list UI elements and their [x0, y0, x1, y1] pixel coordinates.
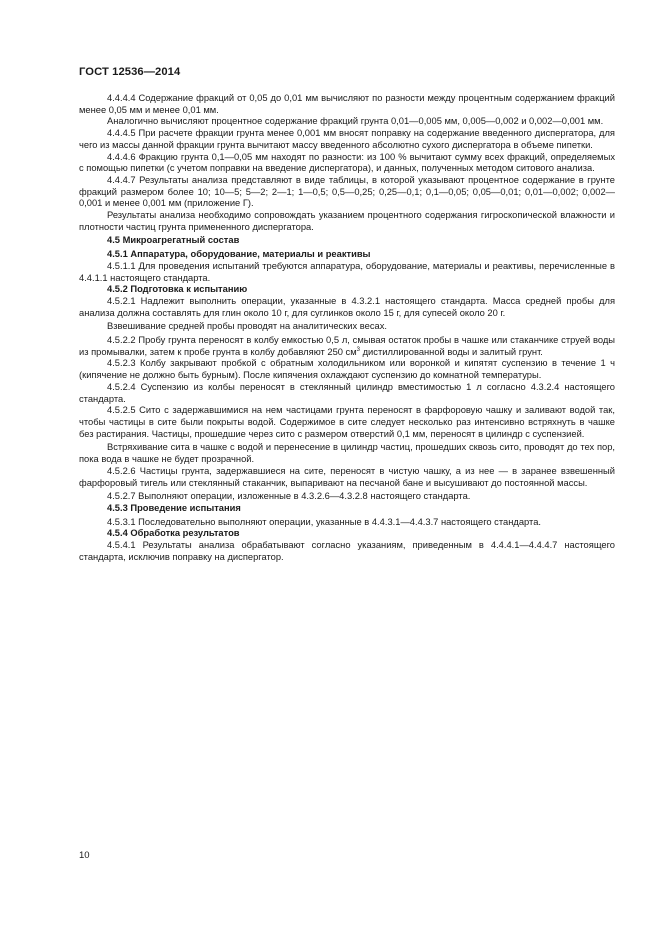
document-body — [79, 93, 615, 563]
paragraph-text-tail: дистиллированной воды и залитый грунт. — [360, 346, 543, 357]
section-heading: 4.5 Микроагрегатный состав — [107, 235, 240, 246]
paragraph — [79, 335, 615, 358]
paragraph: 4.5.2.4 Суспензию из колбы переносят в стеклянный цилиндр вместимостью 1 л согласно 4.3.2.4 настоящего стандарта. — [79, 381, 615, 404]
paragraph-text: 4.5.2.2 Пробу грунта переносят в колбу емкостью 0,5 л, смывая остаток пробы в чашке или стаканчике струей воды из промывалки, затем к пробе грунта в колбу добавляют 250 см — [79, 335, 615, 357]
paragraph: 4.5.2.1 Надлежит выполнить операции, указанные в 4.3.2.1 настоящего стандарта. Масса средней пробы для анализа должна составлять для глин около 10 г, для суглинков около 15 г, для супесей около 20 г. — [79, 295, 615, 318]
section-heading: 4.5.1 Аппаратура, оборудование, материалы и реактивы — [107, 249, 371, 260]
paragraph: 4.5.3.1 Последовательно выполняют операции, указанные в 4.4.3.1—4.4.3.7 настоящего стандарта. — [107, 516, 541, 527]
paragraph: 4.5.2.3 Колбу закрывают пробкой с обратным холодильником или воронкой и кипятят суспензию в течение 1 ч (кипячение не должно быть бурным). После кипячения охлаждают суспензию до комнатной температуры. — [79, 358, 615, 381]
paragraph: Результаты анализа необходимо сопровождать указанием процентного содержания гигроскопической влажности и плотности частиц грунта примененного диспергатора. — [79, 210, 615, 232]
paragraph: 4.5.1.1 Для проведения испытаний требуются аппаратура, оборудование, материалы и реактивы, перечисленные в 4.4.1.1 настоящего стандарта. — [79, 260, 615, 283]
paragraph: Взвешивание средней пробы проводят на аналитических весах. — [107, 321, 387, 332]
paragraph: 4.4.4.7 Результаты анализа представляют в виде таблицы, в которой указывают процентное содержание в грунте фракций размером более 10; 10—5; 5—2; 2—1; 1—0,5; 0,5—0,25; 0,25—0,1; 0,1—0,05; 0,05—0,01; 0,01—0,002; 0,002—0,001 и менее 0,001 мм (приложение Г). — [79, 174, 615, 209]
paragraph: 4.4.4.5 При расчете фракции грунта менее 0,001 мм вносят поправку на содержание введенного диспергатора, для чего из массы данной фракции грунта вычитают массу введенного абсолютно сухого диспергатора в объеме пипетки. — [79, 128, 615, 150]
paragraph: Встряхивание сита в чашке с водой и перенесение в цилиндр частиц, прошедших сквозь сито, проводят до тех пор, пока вода в чашке не будет прозрачной. — [79, 442, 615, 465]
superscript: 3 — [356, 346, 360, 353]
paragraph: 4.4.4.4 Содержание фракций от 0,05 до 0,01 мм вычисляют по разности между процентным содержанием фракций менее 0,05 мм и менее 0,01 мм. — [79, 93, 615, 115]
section-heading: 4.5.3 Проведение испытания — [107, 502, 241, 513]
paragraph: 4.5.4.1 Результаты анализа обрабатывают согласно указаниям, приведенным в 4.4.4.1—4.4.4.7 настоящего стандарта, исключив поправку на диспергатор. — [79, 540, 615, 562]
paragraph: 4.5.2.7 Выполняют операции, изложенные в 4.3.2.6—4.3.2.8 настоящего стандарта. — [107, 491, 471, 502]
section-heading: 4.5.4 Обработка результатов — [107, 528, 240, 539]
paragraph: 4.5.2.5 Сито с задержавшимися на нем частицами грунта переносят в фарфоровую чашку и заливают водой так, чтобы частицы в сите были покрыты водой. Содержимое в сите следует несколько раз интенсивно встряхнуть в чашке без растирания. Частицы, прошедшие через сито с размером отверстий 0,1 мм, переносят в цилиндр с суспензией. — [79, 405, 615, 439]
paragraph: 4.4.4.6 Фракцию грунта 0,1—0,05 мм находят по разности: из 100 % вычитают сумму всех фракций, определяемых с помощью пипетки (с учетом поправки на введение диспергатора), и данных, полученных методом ситового анализа. — [79, 151, 615, 174]
paragraph: 4.5.2.6 Частицы грунта, задержавшиеся на сите, переносят в чистую чашку, а из нее — в заранее взвешенный фарфоровый тигель или стеклянный стаканчик, выпаривают на песчаной бане и высушивают до постоянной массы. — [79, 465, 615, 488]
section-heading: 4.5.2 Подготовка к испытанию — [107, 284, 248, 295]
paragraph: Аналогично вычисляют процентное содержание фракций грунта 0,01—0,005 мм, 0,005—0,002 и 0,002—0,001 мм. — [107, 116, 604, 127]
page-number: 10 — [79, 850, 90, 861]
document-header: ГОСТ 12536—2014 — [79, 66, 181, 78]
